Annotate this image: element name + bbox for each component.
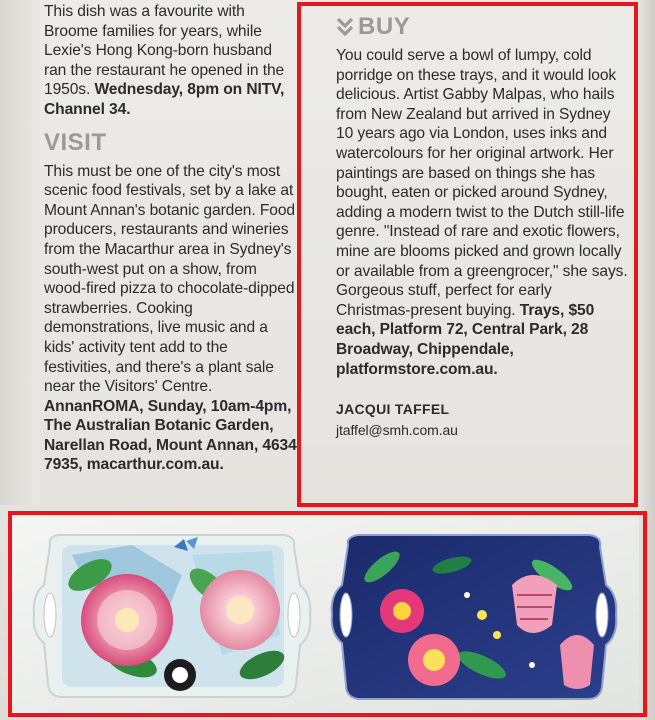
buy-body: You could serve a bowl of lumpy, cold porridge on these trays, and it would look delicious. Artist Gabby Malpas, who hails from New Zealand but arrived in Sydney 10 years ago via London, uses inks and watercolours for her original artwork. Her paintings are based on things she has bought, eaten or picked around Sydney, adding a modern twist to the Dutch still-life genre. "Instead of rare and exotic flowers, mine are blooms picked and grown locally or available from a greengrocer," she says. Gorgeous stuff, perfect for early Christmas-present buying. Trays, $50 each, Platform 72, Central Park, 28 Broadway, Chippendale, platformstore.com.au.: [336, 47, 628, 378]
buy-product-details: Trays, $50 each, Platform 72, Central Park, 28 Broadway, Chippendale, platformstore.com.au.: [336, 301, 595, 378]
highlight-frame-photo: [8, 511, 647, 717]
visit-event-details: AnnanROMA, Sunday, 10am-4pm, The Australian Botanic Garden, Narellan Road, Mount Annan, 4634 7935, macarthur.com.au.: [44, 397, 297, 474]
visit-heading: VISIT: [44, 128, 107, 156]
visit-body: This must be one of the city's most scenic food festivals, set by a lake at Mount Annan's botanic garden. Food producers, restaurants and wineries from the Macarthur area in Sydney's south-west put on a show, from wood-fired pizza to chocolate-dipped strawberries. Cooking demonstrations, live music and a kids' activity tent add to the festivities, and there's a plant sale near the Visitors' Centre. AnnanROMA, Sunday, 10am-4pm, The Australian Botanic Garden, Narellan Road, Mount Annan, 4634 7935, macarthur.com.au.: [44, 162, 297, 474]
buy-heading: BUY: [336, 14, 628, 40]
highlight-frame-buy: [297, 2, 638, 507]
page-gutter-left: [0, 0, 40, 505]
intro-broadcast-details: Wednesday, 8pm on NITV, Channel 34.: [44, 81, 285, 118]
author-name: JACQUI TAFFEL: [336, 401, 450, 418]
intro-paragraph: [44, 2, 298, 120]
visit-column: [44, 2, 298, 475]
intro-text: This dish was a favourite with Broome families for years, while Lexie's Hong Kong-born husband ran the restaurant he opened in the 1950s.: [44, 3, 285, 99]
author-email[interactable]: jtaffel@smh.com.au: [336, 422, 458, 439]
